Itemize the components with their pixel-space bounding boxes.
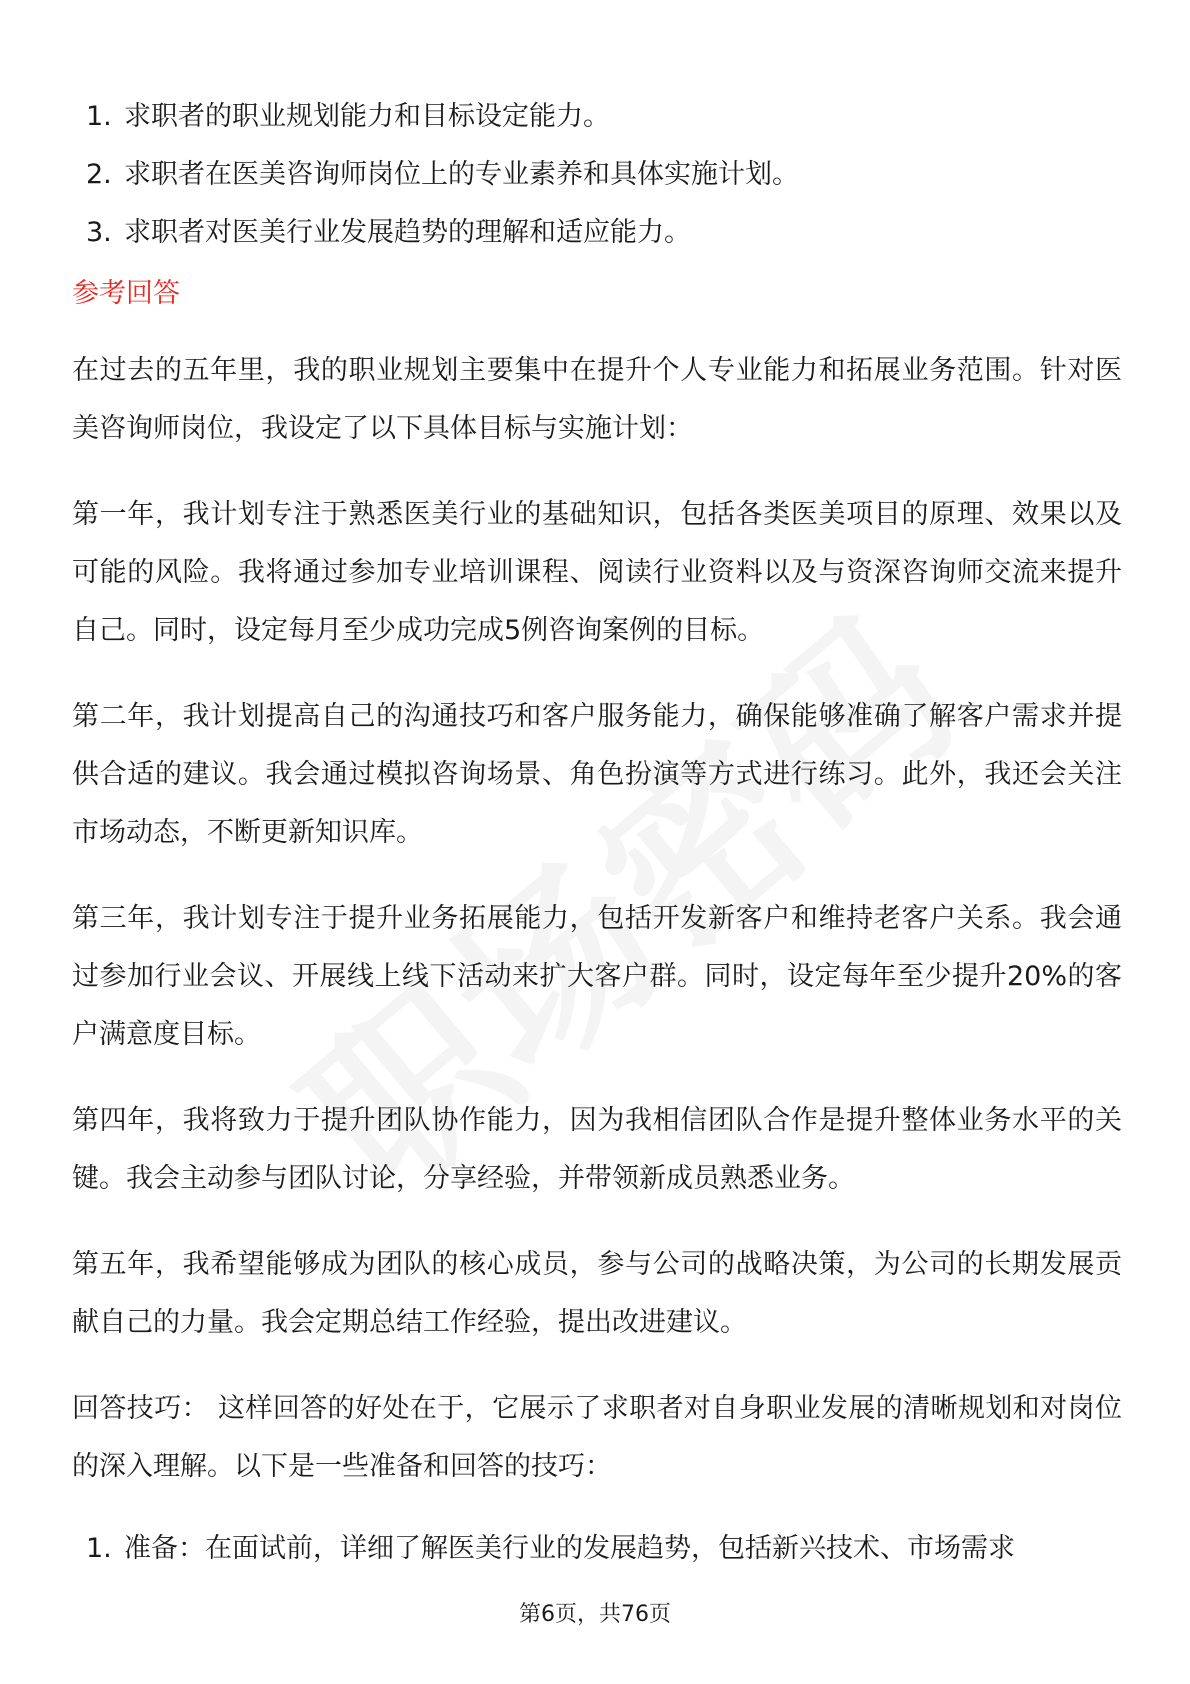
page-footer: 第6页，共76页	[519, 1602, 671, 1627]
paragraph-year-1: 第一年，我计划专注于熟悉医美行业的基础知识，包括各类医美项目的原理、效果以及可能的风险。我将通过参加专业培训课程、阅读行业资料以及与资深咨询师交流来提升自己。同时，设定每月至少成功完成5例咨询案例的目标。	[72, 499, 1122, 646]
list-item-text: 求职者的职业规划能力和目标设定能力。	[124, 101, 610, 132]
list-item-number: 2.	[86, 159, 112, 190]
list-item	[72, 204, 1122, 262]
page-content	[72, 88, 1122, 1578]
list-item-text: 求职者对医美行业发展趋势的理解和适应能力。	[124, 217, 691, 248]
paragraph-year-4: 第四年，我将致力于提升团队协作能力，因为我相信团队合作是提升整体业务水平的关键。我会主动参与团队讨论，分享经验，并带领新成员熟悉业务。	[72, 1105, 1122, 1194]
list-item	[72, 88, 1122, 146]
list-item	[72, 1520, 1122, 1578]
tips-list	[72, 1520, 1122, 1578]
question-points-list	[72, 88, 1122, 262]
paragraph-year-3: 第三年，我计划专注于提升业务拓展能力，包括开发新客户和维持老客户关系。我会通过参加行业会议、开展线上线下活动来扩大客户群。同时，设定每年至少提升20%的客户满意度目标。	[72, 903, 1122, 1050]
list-item-number: 1.	[86, 101, 112, 132]
paragraph-tips-intro: 回答技巧： 这样回答的好处在于，它展示了求职者对自身职业发展的清晰规划和对岗位的深入理解。以下是一些准备和回答的技巧：	[72, 1393, 1122, 1482]
list-item	[72, 146, 1122, 204]
list-item-number: 3.	[86, 217, 112, 248]
section-title: 参考回答	[72, 278, 180, 309]
list-item-text: 求职者在医美咨询师岗位上的专业素养和具体实施计划。	[124, 159, 799, 190]
list-item-number: 1.	[86, 1533, 112, 1564]
paragraph-year-2: 第二年，我计划提高自己的沟通技巧和客户服务能力，确保能够准确了解客户需求并提供合适的建议。我会通过模拟咨询场景、角色扮演等方式进行练习。此外，我还会关注市场动态，不断更新知识库。	[72, 701, 1122, 848]
paragraph-intro: 在过去的五年里，我的职业规划主要集中在提升个人专业能力和拓展业务范围。针对医美咨询师岗位，我设定了以下具体目标与实施计划：	[72, 355, 1122, 444]
list-item-text: 准备：在面试前，详细了解医美行业的发展趋势，包括新兴技术、市场需求	[124, 1533, 1015, 1564]
paragraph-year-5: 第五年，我希望能够成为团队的核心成员，参与公司的战略决策，为公司的长期发展贡献自己的力量。我会定期总结工作经验，提出改进建议。	[72, 1249, 1122, 1338]
